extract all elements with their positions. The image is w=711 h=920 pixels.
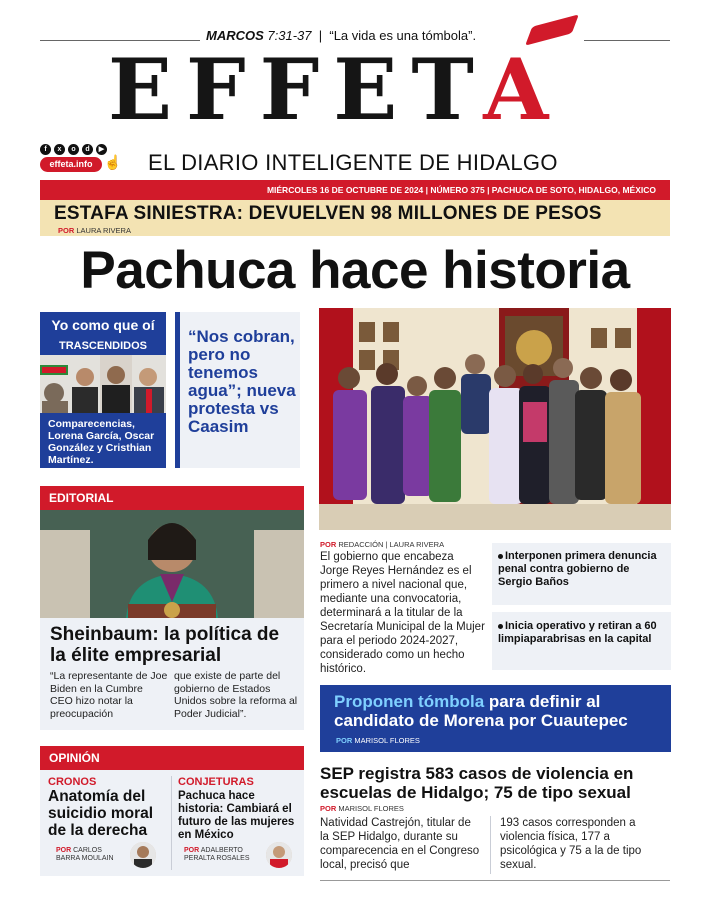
by-label: POR bbox=[336, 736, 353, 745]
by-label: POR bbox=[58, 226, 75, 235]
logo-accent: A bbox=[483, 40, 563, 139]
main-article-text: El gobierno que encabeza Jorge Reyes Hernández es el primero a nivel nacional que, mediante una convocatoria, determinará a la titular de la Secretaría Municipal de la Mujer para el periodo 2024-2027, considerado como un hecho histórico. bbox=[320, 551, 485, 675]
bullet-icon bbox=[498, 624, 503, 629]
tombola-headline[interactable] bbox=[334, 692, 664, 730]
editorial-photo bbox=[40, 510, 304, 618]
main-byline bbox=[320, 540, 444, 549]
opinion-byline-1 bbox=[56, 847, 114, 863]
tombola-author: MARISOL FLORES bbox=[354, 736, 420, 745]
tombola-rest: para definir al candidato de Morena por Cuautepec bbox=[334, 692, 628, 730]
editorial-title[interactable]: Sheinbaum: la política de la élite empresarial bbox=[50, 624, 280, 666]
by-label: POR bbox=[320, 540, 337, 549]
opinion-author-1a: CARLOS bbox=[73, 847, 102, 854]
side-story-1-text: Interponen primera denuncia penal contra gobierno de Sergio Baños bbox=[498, 550, 657, 588]
logo-main: EFFET bbox=[108, 40, 484, 139]
opinion-byline-2 bbox=[184, 847, 250, 863]
kicker-author: LAURA RIVERA bbox=[76, 226, 131, 235]
youtube-icon[interactable]: ▶ bbox=[96, 144, 107, 155]
social-icons bbox=[40, 144, 107, 155]
side-story-2-text: Inicia operativo y retiran a 60 limpiaparabrisas en la capital bbox=[498, 620, 657, 645]
yco-header[interactable]: Yo como que oí bbox=[40, 312, 166, 338]
facebook-icon[interactable]: f bbox=[40, 144, 51, 155]
motto-ref: MARCOS bbox=[206, 28, 264, 43]
editorial-col-1: “La representante de Joe Biden en la Cumbre CEO hizo notar la preocupación bbox=[50, 670, 168, 720]
dateline: MIÉRCOLES 16 DE OCTUBRE DE 2024 | NÚMERO 375 | PACHUCA DE SOTO, HIDALGO, MÉXICO bbox=[40, 180, 670, 200]
opinion-title-2[interactable]: Pachuca hace historia: Cambiará el futuro de las mujeres en México bbox=[178, 790, 295, 841]
sep-col-1: Natividad Castrejón, titular de la SEP Hidalgo, durante su comparecencia en el Congreso local, precisó que bbox=[320, 817, 480, 871]
main-author: REDACCIÓN | LAURA RIVERA bbox=[338, 540, 445, 549]
sep-divider bbox=[490, 816, 491, 874]
opinion-author-2b: PERALTA ROSALES bbox=[184, 855, 250, 862]
yco-photo bbox=[40, 355, 166, 413]
sep-author: MARISOL FLORES bbox=[338, 804, 404, 813]
opinion-label-1: CRONOS bbox=[48, 776, 97, 788]
motto-verse: 7:31-37 bbox=[267, 28, 312, 43]
x-icon[interactable]: x bbox=[54, 144, 65, 155]
sep-headline[interactable]: SEP registra 583 casos de violencia en escuelas de Hidalgo; 75 de tipo sexual bbox=[320, 764, 634, 802]
by-label: POR bbox=[56, 847, 72, 854]
opinion-label-2: CONJETURAS bbox=[178, 776, 254, 788]
by-label: POR bbox=[184, 847, 200, 854]
quote-story[interactable]: “Nos cobran, pero no tenemos agua”; nueva protesta vs Caasim bbox=[188, 327, 296, 436]
tagline: EL DIARIO INTELIGENTE DE HIDALGO bbox=[148, 150, 558, 175]
editorial-header[interactable]: EDITORIAL bbox=[40, 486, 304, 510]
opinion-author-1b: BARRA MOULAIN bbox=[56, 855, 114, 862]
motto-quote: “La vida es una tómbola”. bbox=[329, 28, 477, 43]
bullet-icon bbox=[498, 554, 503, 559]
editorial-col-2: que existe de parte del gobierno de Estados Unidos sobre la reforma al Poder Judicial”. bbox=[174, 670, 298, 720]
instagram-icon[interactable]: o bbox=[68, 144, 79, 155]
opinion-title-1[interactable]: Anatomía del suicidio moral de la derecha bbox=[48, 788, 154, 839]
motto-rule-right bbox=[584, 40, 670, 41]
tombola-byline bbox=[336, 736, 420, 745]
yco-subheader: TRASCENDIDOS bbox=[58, 340, 147, 352]
pointer-hand-icon: ☝ bbox=[104, 154, 122, 170]
logo[interactable] bbox=[108, 40, 563, 139]
main-headline[interactable]: Pachuca hace historia bbox=[80, 241, 630, 300]
kicker-headline[interactable]: ESTAFA SINIESTRA: DEVUELVEN 98 MILLONES DE PESOS bbox=[54, 203, 602, 224]
sep-byline bbox=[320, 804, 404, 813]
by-label: POR bbox=[320, 804, 337, 813]
tiktok-icon[interactable]: d bbox=[82, 144, 93, 155]
kicker-byline bbox=[58, 226, 131, 235]
lead-photo[interactable] bbox=[319, 308, 671, 530]
side-story-1[interactable] bbox=[498, 550, 666, 589]
bottom-rule bbox=[320, 880, 670, 881]
opinion-header[interactable]: OPINIÓN bbox=[40, 746, 304, 770]
author-avatar-1 bbox=[130, 842, 156, 868]
motto-sep: | bbox=[318, 28, 323, 43]
opinion-divider bbox=[171, 776, 172, 870]
site-link[interactable]: effeta.info bbox=[40, 157, 102, 172]
tombola-highlight: Proponen tómbola bbox=[334, 692, 485, 711]
sep-col-2: 193 casos corresponden a violencia física, 177 a psicológica y 75 a la de tipo sexual. bbox=[500, 817, 642, 871]
author-avatar-2 bbox=[266, 842, 292, 868]
yco-text[interactable]: Comparecencias, Lorena García, Oscar González y Cristhian Martínez. bbox=[48, 418, 155, 466]
opinion-author-2a: ADALBERTO bbox=[200, 847, 243, 854]
side-story-2[interactable] bbox=[498, 620, 666, 646]
